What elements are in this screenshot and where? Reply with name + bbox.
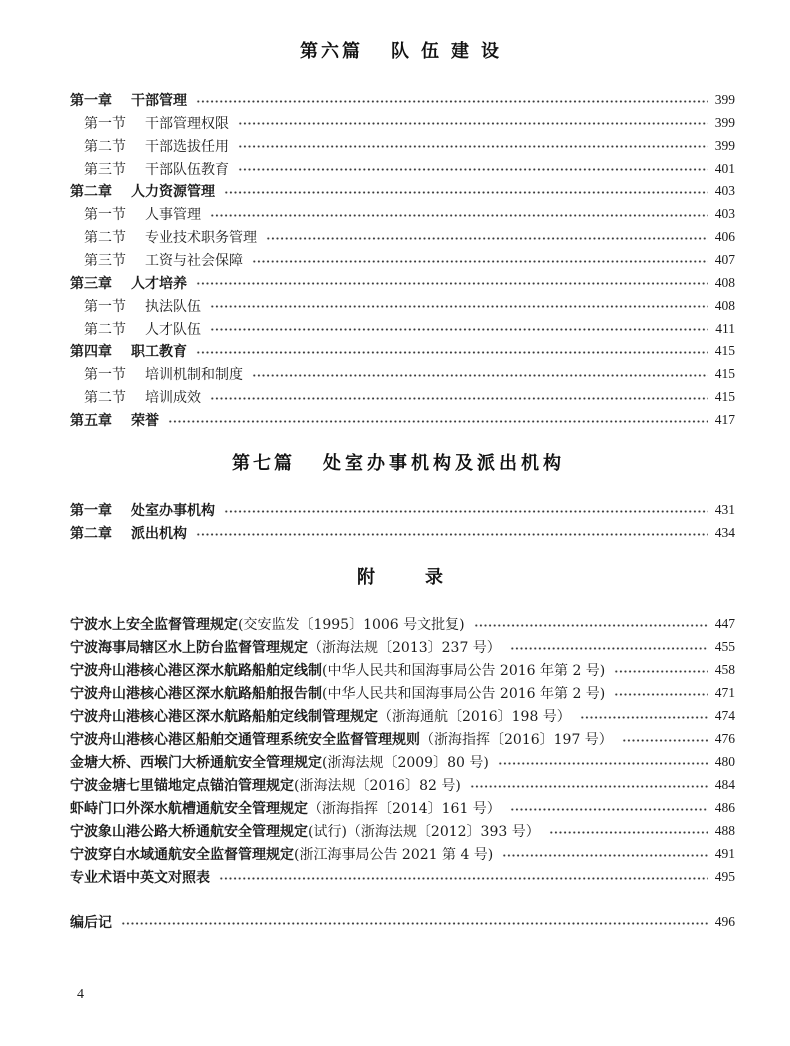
dot-leader: [498, 762, 708, 765]
appendix-item-source: (浙海法规〔2009〕80 号): [322, 755, 489, 771]
page-ref: 403: [714, 206, 735, 222]
dot-leader: [614, 693, 707, 696]
dot-leader: [196, 100, 708, 103]
dot-leader: [210, 214, 708, 217]
section-title: 执法队伍: [145, 298, 201, 315]
appendix-row: [70, 751, 735, 774]
section-number: 第二节: [84, 321, 126, 338]
appendix-item-title: 金塘大桥、西堠门大桥通航安全管理规定: [70, 755, 322, 771]
appendix-item-source: （浙海法规〔2013〕237 号）: [308, 640, 501, 656]
toc-section-row: [70, 294, 735, 317]
chapter-number: 第四章: [70, 344, 112, 361]
page-ref: 415: [714, 389, 735, 405]
toc-chapter-row: [70, 522, 735, 545]
appendix-item-title: 虾峙门口外深水航槽通航安全管理规定: [70, 801, 308, 817]
toc-chapter-row: [70, 499, 735, 522]
part-title: [300, 41, 511, 63]
page-ref: 408: [714, 274, 735, 290]
toc-chapter-row: [70, 180, 735, 203]
appendix-item-source: （浙海指挥〔2014〕161 号）: [308, 801, 501, 817]
chapter-title: 干部管理: [131, 93, 187, 110]
toc-chapter-row: [70, 340, 735, 363]
page-ref: 458: [714, 662, 735, 677]
section-number: 第三节: [84, 253, 126, 270]
section-title: 培训机制和制度: [145, 367, 243, 384]
section-title: 人事管理: [145, 207, 201, 224]
appendix-item-source: (浙海法规〔2016〕82 号): [294, 778, 461, 794]
page-ref: 403: [714, 183, 735, 199]
section-title: 干部队伍教育: [145, 161, 229, 178]
section-number: 第一节: [84, 367, 126, 384]
section-title: 专业技术职务管理: [145, 230, 257, 247]
dot-leader: [238, 145, 708, 148]
appendix-item-title: 宁波海事局辖区水上防台监督管理规定: [70, 640, 308, 656]
section-title: 人才队伍: [145, 321, 201, 338]
appendix-item-title: 宁波象山港公路大桥通航安全管理规定: [70, 824, 308, 840]
page-number: 4: [77, 987, 84, 1002]
toc-section-row: [70, 317, 735, 340]
page-ref: 399: [714, 114, 735, 130]
afterword-row: [70, 911, 735, 934]
appendix-item-title: 宁波舟山港核心港区船舶交通管理系统安全监督管理规则: [70, 732, 420, 748]
appendix-row: [70, 843, 735, 866]
dot-leader: [210, 328, 708, 331]
dot-leader: [470, 785, 708, 788]
section-number: 第一节: [84, 207, 126, 224]
appendix-list: [70, 613, 735, 889]
page-ref: 488: [714, 823, 735, 838]
section-number: 第一节: [84, 115, 126, 132]
page-ref: 476: [714, 731, 735, 746]
page-ref: 417: [714, 412, 735, 428]
page-ref: 480: [714, 754, 735, 769]
page-ref: 411: [715, 320, 735, 336]
dot-leader: [210, 305, 708, 308]
appendix-row: [70, 820, 735, 843]
section-number: 第二节: [84, 230, 126, 247]
part-name: 处室办事机构及派出机构: [323, 453, 565, 474]
section-number: 第二节: [84, 138, 126, 155]
chapter-number: 第三章: [70, 275, 112, 292]
appendix-item-source: (浙江海事局公告 2021 第 4 号): [294, 847, 494, 863]
page-ref: 399: [714, 137, 735, 153]
page-ref: 406: [714, 229, 735, 245]
page-ref: 496: [714, 914, 735, 929]
dot-leader: [502, 854, 707, 857]
appendix-item-source: (交安监发〔1995〕1006 号文批复): [238, 617, 465, 633]
page-ref: 431: [714, 502, 735, 517]
page-ref: 401: [714, 160, 735, 176]
page-ref: 495: [714, 869, 735, 884]
appendix-item-source: （浙海指挥〔2016〕197 号）: [420, 732, 613, 748]
chapter-title: 人才培养: [131, 275, 187, 292]
page-ref: 471: [714, 685, 735, 700]
chapter-title: 职工教育: [131, 344, 187, 361]
toc-chapter-row: [70, 89, 735, 112]
appendix-row: [70, 728, 735, 751]
appendix-item-title: 宁波舟山港核心港区深水航路船舶报告制: [70, 686, 322, 702]
appendix-item-source: (试行)（浙海法规〔2012〕393 号）: [308, 824, 540, 840]
dot-leader: [614, 670, 707, 673]
dot-leader: [549, 831, 708, 834]
part-title: [232, 453, 565, 475]
page-ref: 415: [714, 343, 735, 359]
dot-leader: [474, 624, 708, 627]
dot-leader: [238, 168, 708, 171]
page-ref: 455: [714, 639, 735, 654]
appendix-item-title: 专业术语中英文对照表: [70, 870, 210, 886]
dot-leader: [121, 922, 708, 925]
toc-section-row: [70, 386, 735, 409]
part-number: 第七篇: [232, 453, 295, 474]
toc-chapter-row: [70, 409, 735, 432]
toc-section-row: [70, 249, 735, 272]
toc-list: [70, 89, 735, 432]
part-name: 队伍建设: [391, 41, 511, 62]
section-number: 第二节: [84, 390, 126, 407]
appendix-item-title: 宁波穿白水域通航安全监督管理规定: [70, 847, 294, 863]
appendix-row: [70, 682, 735, 705]
section-title: 干部选拔任用: [145, 138, 229, 155]
dot-leader: [168, 420, 708, 423]
appendix-item-title: 宁波舟山港核心港区深水航路船舶定线制管理规定: [70, 709, 378, 725]
toc-chapter-row: [70, 271, 735, 294]
page-ref: 407: [714, 252, 735, 268]
appendix-row: [70, 613, 735, 636]
dot-leader: [510, 647, 708, 650]
toc-list: [70, 499, 735, 545]
dot-leader: [252, 260, 708, 263]
toc-section-row: [70, 203, 735, 226]
chapter-title: 人力资源管理: [131, 184, 215, 201]
appendix-row: [70, 636, 735, 659]
appendix-row: [70, 659, 735, 682]
dot-leader: [196, 282, 708, 285]
section-number: 第三节: [84, 161, 126, 178]
toc-section-row: [70, 111, 735, 134]
page-ref: 474: [714, 708, 735, 723]
appendix-item-title: 宁波舟山港核心港区深水航路船舶定线制: [70, 663, 322, 679]
dot-leader: [196, 351, 708, 354]
appendix-item-source: (中华人民共和国海事局公告 2016 年第 2 号): [322, 686, 606, 702]
appendix-item-title: 宁波水上安全监督管理规定: [70, 617, 238, 633]
dot-leader: [510, 808, 708, 811]
appendix-heading: 附录: [357, 567, 493, 588]
appendix-row: [70, 866, 735, 889]
appendix-row: [70, 797, 735, 820]
chapter-title: 处室办事机构: [131, 503, 215, 519]
chapter-title: 派出机构: [131, 526, 187, 542]
afterword-list: [70, 911, 735, 934]
chapter-title: 荣誉: [131, 413, 159, 430]
dot-leader: [238, 122, 708, 125]
appendix-item-source: （浙海通航〔2016〕198 号）: [378, 709, 571, 725]
chapter-number: 第一章: [70, 503, 112, 519]
dot-leader: [622, 739, 708, 742]
dot-leader: [210, 397, 708, 400]
dot-leader: [196, 533, 708, 536]
part-number: 第六篇: [300, 41, 363, 62]
appendix-title: [357, 567, 493, 589]
toc-section-row: [70, 226, 735, 249]
dot-leader: [266, 237, 708, 240]
page-ref: 447: [714, 616, 735, 631]
dot-leader: [219, 877, 708, 880]
page-ref: 415: [714, 366, 735, 382]
toc-section-row: [70, 363, 735, 386]
afterword-title: 编后记: [70, 915, 112, 931]
page-ref: 434: [714, 525, 735, 540]
chapter-number: 第二章: [70, 526, 112, 542]
dot-leader: [224, 510, 708, 513]
chapter-number: 第一章: [70, 93, 112, 110]
page-ref: 408: [714, 297, 735, 313]
section-title: 培训成效: [145, 390, 201, 407]
appendix-row: [70, 774, 735, 797]
dot-leader: [580, 716, 708, 719]
page-ref: 399: [714, 92, 735, 108]
appendix-row: [70, 705, 735, 728]
appendix-item-title: 宁波金塘七里锚地定点锚泊管理规定: [70, 778, 294, 794]
toc-section-row: [70, 134, 735, 157]
section-title: 工资与社会保障: [145, 253, 243, 270]
toc-section-row: [70, 157, 735, 180]
page-ref: 491: [714, 846, 735, 861]
section-title: 干部管理权限: [145, 115, 229, 132]
dot-leader: [224, 191, 708, 194]
chapter-number: 第二章: [70, 184, 112, 201]
dot-leader: [252, 374, 708, 377]
section-number: 第一节: [84, 298, 126, 315]
page-ref: 484: [714, 777, 735, 792]
chapter-number: 第五章: [70, 413, 112, 430]
page-ref: 486: [714, 800, 735, 815]
appendix-item-source: (中华人民共和国海事局公告 2016 年第 2 号): [322, 663, 606, 679]
